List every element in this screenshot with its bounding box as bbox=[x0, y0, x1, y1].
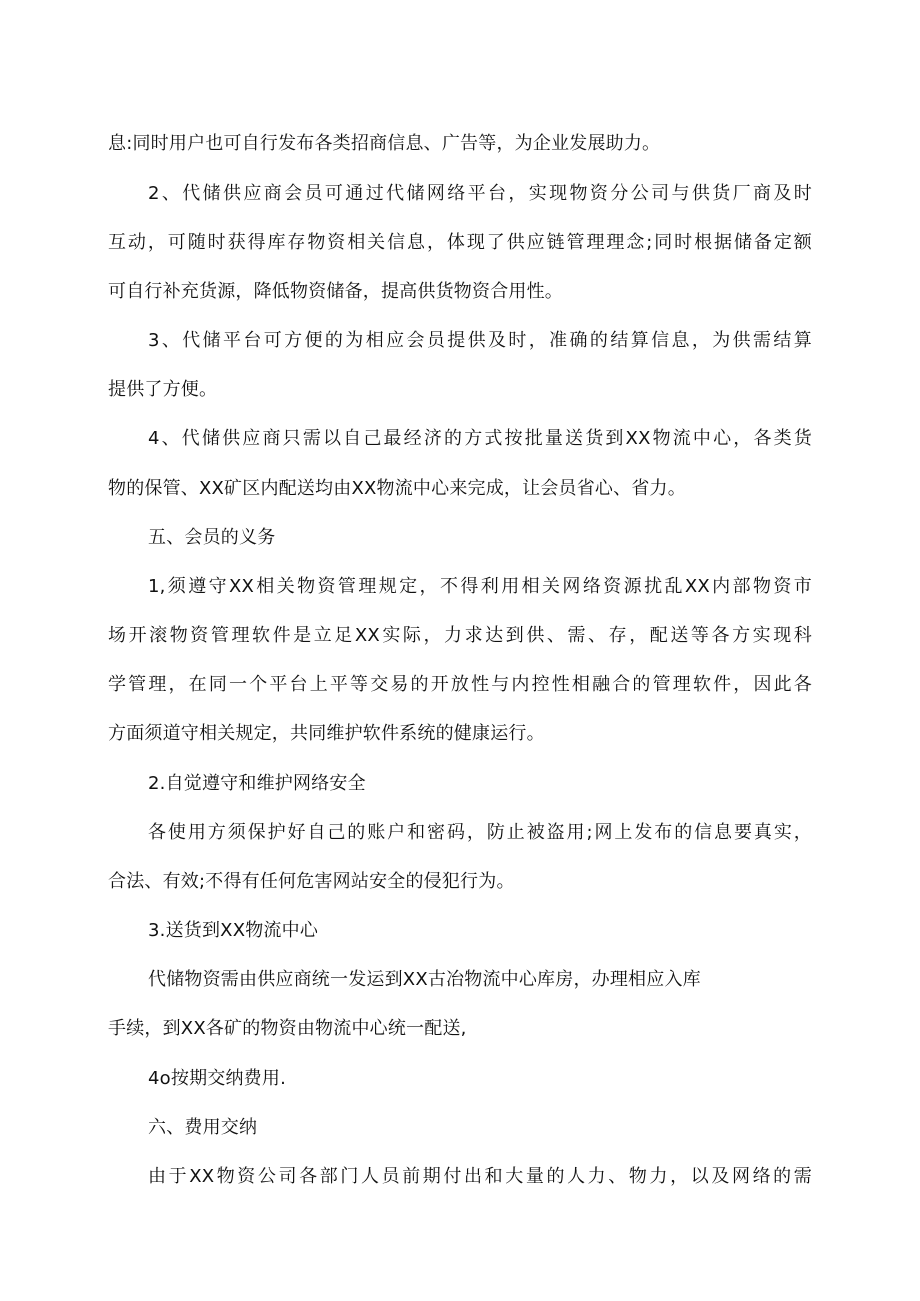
paragraph-line: 学管理，在同一个平台上平等交易的开放性与内控性相融合的管理软件，因此各 bbox=[108, 674, 812, 695]
paragraph-line: 3、代储平台可方便的为相应会员提供及时，准确的结算信息，为供需结算 bbox=[148, 330, 812, 351]
subheading: 3.送货到XX物流中心 bbox=[148, 920, 319, 941]
paragraph-line: 物的保管、XX矿区内配送均由XX物流中心来完成，让会员省心、省力。 bbox=[108, 478, 686, 499]
paragraph-line: 4、代储供应商只需以自己最经济的方式按批量送货到XX物流中心，各类货 bbox=[148, 428, 812, 449]
subheading: 2.自觉遵守和维护网络安全 bbox=[148, 773, 366, 794]
paragraph-line: 场开滚物资管理软件是立足XX实际，力求达到供、需、存，配送等各方实现科 bbox=[108, 625, 812, 646]
paragraph-line: 各使用方须保护好自己的账户和密码，防止被盗用;网上发布的信息要真实， bbox=[148, 822, 812, 843]
paragraph-line: 提供了方便。 bbox=[108, 379, 218, 400]
paragraph-line: 手续，到XX各矿的物资由物流中心统一配送, bbox=[108, 1018, 467, 1039]
paragraph-line: 1,须遵守XX相关物资管理规定，不得利用相关网络资源扰乱XX内部物资市 bbox=[148, 576, 812, 597]
paragraph-line: 代储物资需由供应商统一发运到XX古冶物流中心库房，办理相应入库 bbox=[148, 969, 701, 990]
paragraph-line: 合法、有效;不得有任何危害网站安全的侵犯行为。 bbox=[108, 871, 515, 892]
paragraph-line: 2、代储供应商会员可通过代储网络平台，实现物资分公司与供货厂商及时 bbox=[148, 183, 812, 204]
section-heading: 六、费用交纳 bbox=[148, 1117, 258, 1138]
section-heading: 五、会员的义务 bbox=[148, 527, 276, 548]
paragraph-line: 可自行补充货源，降低物资储备，提高供货物资合用性。 bbox=[108, 281, 563, 302]
paragraph-line: 息:同时用户也可自行发布各类招商信息、广告等，为企业发展助力。 bbox=[108, 133, 661, 154]
paragraph-line: 互动，可随时获得库存物资相关信息，体现了供应链管理理念;同时根据储备定额 bbox=[108, 232, 812, 253]
paragraph-line: 方面须道守相关规定，共同维护软件系统的健康运行。 bbox=[108, 723, 545, 744]
subheading: 4o按期交纳费用. bbox=[148, 1068, 286, 1089]
paragraph-line: 由于XX物资公司各部门人员前期付出和大量的人力、物力，以及网络的需 bbox=[148, 1166, 812, 1187]
